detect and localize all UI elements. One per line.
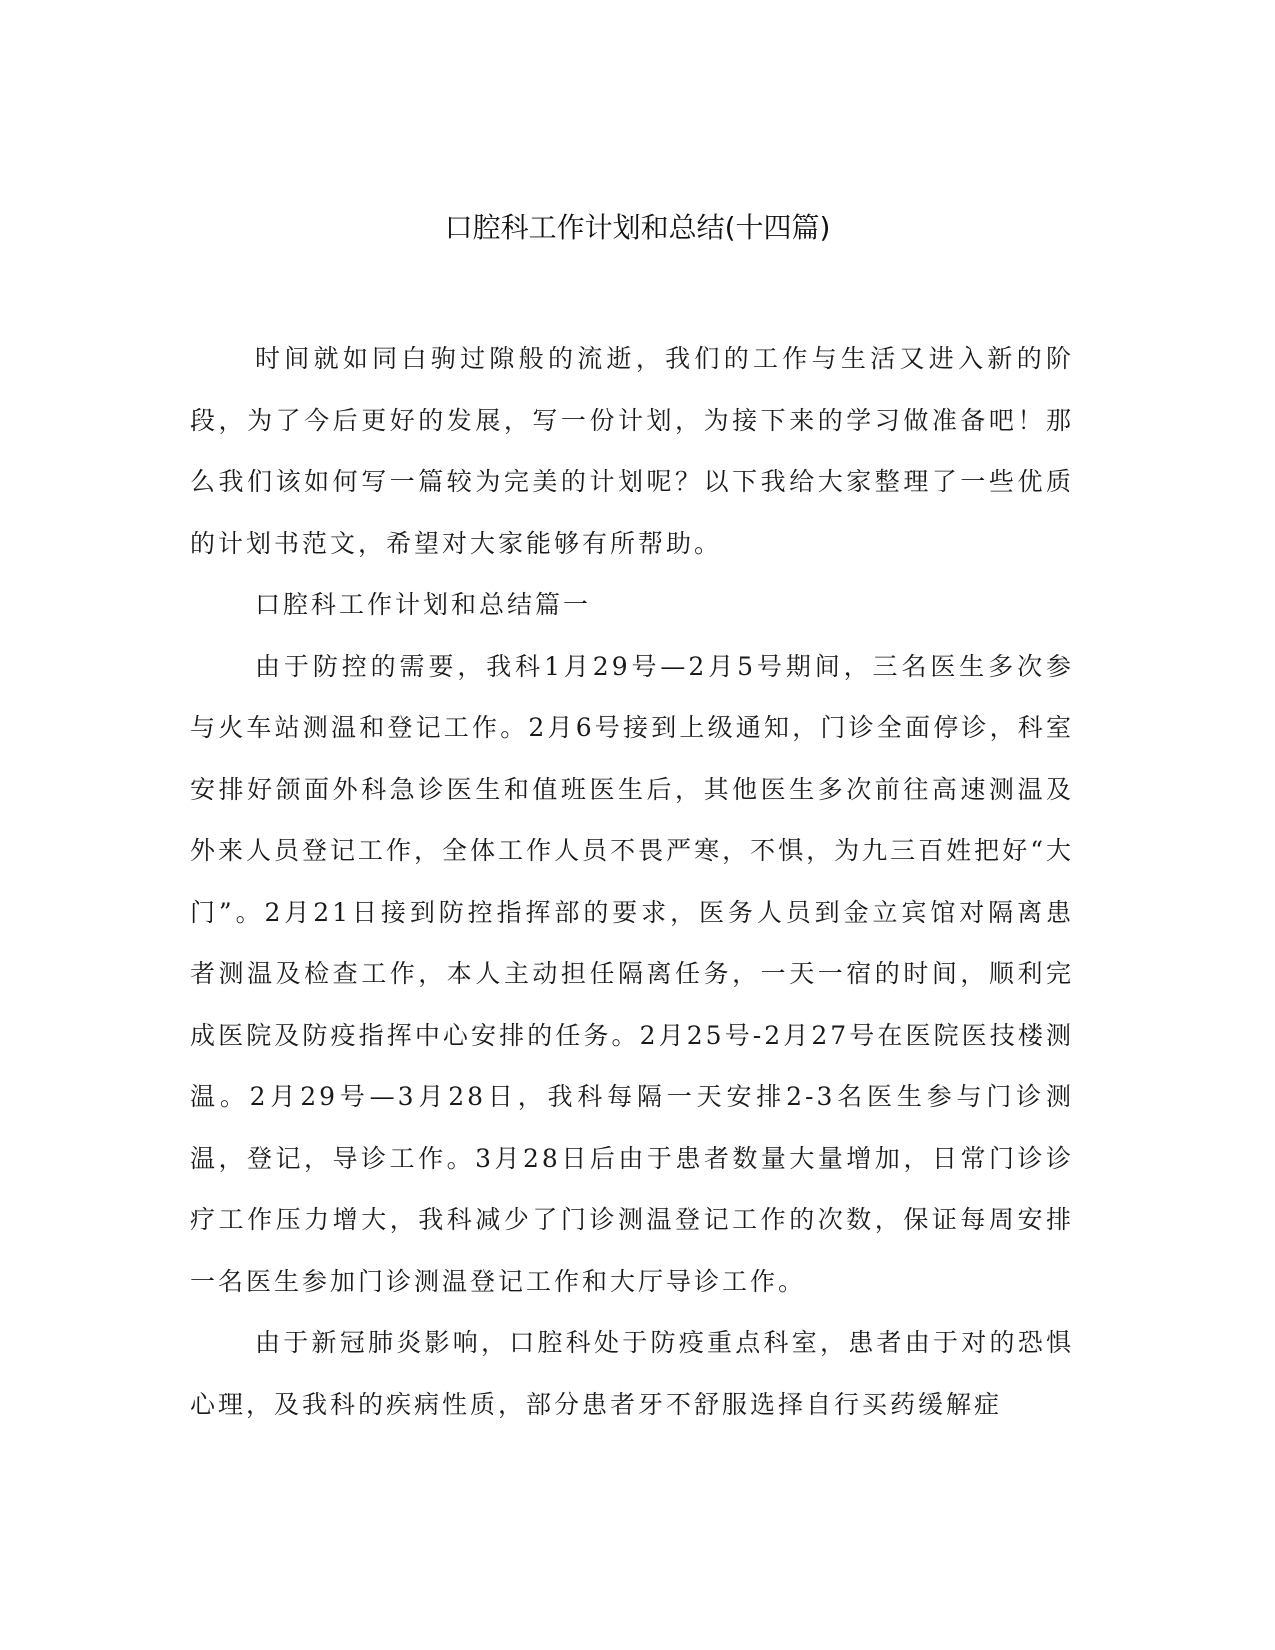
section-heading: 口腔科工作计划和总结篇一 bbox=[255, 590, 592, 619]
paragraph-epidemic-work: 由于防控的需要，我科1月29号—2月5号期间，三名医生多次参与火车站测温和登记工作。2月6号接到上级通知，门诊全面停诊，科室安排好颌面外科急诊医生和值班医生后，其他医生多次前往高速测温及外来人员登记工作，全体工作人员不畏严寒，不惧，为九三百姓把好“大门”。2月21日接到防控指挥部的要求，医务人员到金立宾馆对隔离患者测温及检查工作，本人主动担任隔离任务，一天一宿的时间，顺利完成医院及防疫指挥中心安排的任务。2月25号-2月27号在医院医技楼测温。2月29号—3月28日，我科每隔一天安排2-3名医生参与门诊测温，登记，导诊工作。3月28日后由于患者数量大量增加，日常门诊诊疗工作压力增大，我科减少了门诊测温登记工作的次数，保证每周安排一名医生参加门诊测温登记工作和大厅导诊工作。 bbox=[190, 651, 1074, 1296]
document-body bbox=[190, 328, 1074, 1435]
paragraph-intro: 时间就如同白驹过隙般的流逝，我们的工作与生活又进入新的阶段，为了今后更好的发展，写一份计划，为接下来的学习做准备吧！那么我们该如何写一篇较为完美的计划呢？以下我给大家整理了一些优质的计划书范文，希望对大家能够有所帮助。 bbox=[190, 344, 1074, 558]
paragraph-impact: 由于新冠肺炎影响，口腔科处于防疫重点科室，患者由于对的恐惧心理，及我科的疾病性质，部分患者牙不舒服选择自行买药缓解症 bbox=[190, 1328, 1074, 1419]
document-title: 口腔科工作计划和总结(十四篇) bbox=[444, 211, 831, 244]
